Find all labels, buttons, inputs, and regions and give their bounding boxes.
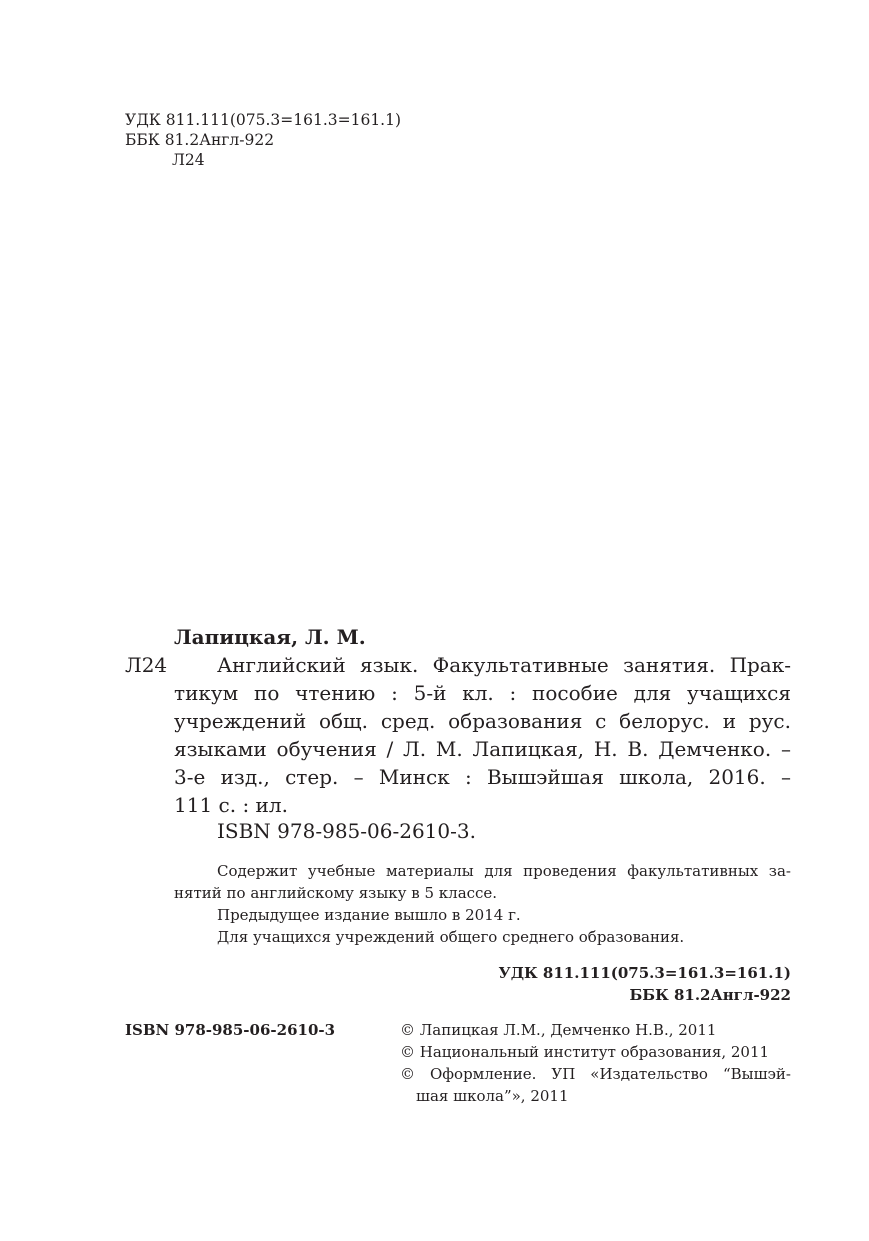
copyright-line-4: шая школа”», 2011 (416, 1087, 569, 1105)
entry-author: Лапицкая, Л. М. (174, 625, 366, 649)
entry-pages: 111 с. : ил. (174, 793, 288, 817)
copyright-isbn: ISBN 978-985-06-2610-3 (125, 1021, 336, 1039)
copyright-line-1: © Лапицкая Л.М., Демченко Н.В., 2011 (400, 1021, 717, 1039)
annotation-previous: Предыдущее издание вышло в 2014 г. (217, 906, 521, 924)
header-udk: УДК 811.111(075.3=161.3=161.1) (125, 111, 402, 129)
copyright-line-2: © Национальный институт образования, 2011 (400, 1043, 770, 1061)
entry-line-3: учреждений общ. сред. образования с белорус. и рус. (174, 709, 791, 733)
entry-isbn: ISBN 978-985-06-2610-3. (217, 819, 476, 843)
entry-code: Л24 (125, 653, 168, 677)
header-code: Л24 (172, 151, 205, 169)
header-bbk: ББК 81.2Англ-922 (125, 131, 275, 149)
copyright-line-3: © Оформление. УП «Издательство “Вышэй- (400, 1065, 791, 1083)
annotation-line-2: нятий по английскому языку в 5 классе. (174, 884, 498, 902)
classification-bbk: ББК 81.2Англ-922 (629, 986, 791, 1004)
entry-line-5: 3-е изд., стер. – Минск : Вышэйшая школа, 2016. – (174, 765, 791, 789)
entry-line-1: Английский язык. Факультативные занятия. Прак- (217, 653, 791, 677)
entry-line-2: тикум по чтению : 5-й кл. : пособие для учащихся (174, 681, 791, 705)
annotation-audience: Для учащихся учреждений общего среднего образования. (217, 928, 685, 946)
classification-udk: УДК 811.111(075.3=161.3=161.1) (498, 964, 791, 982)
entry-line-4: языками обучения / Л. М. Лапицкая, Н. В. Демченко. – (174, 737, 791, 761)
annotation-line-1: Содержит учебные материалы для проведения факультативных за- (217, 862, 791, 880)
